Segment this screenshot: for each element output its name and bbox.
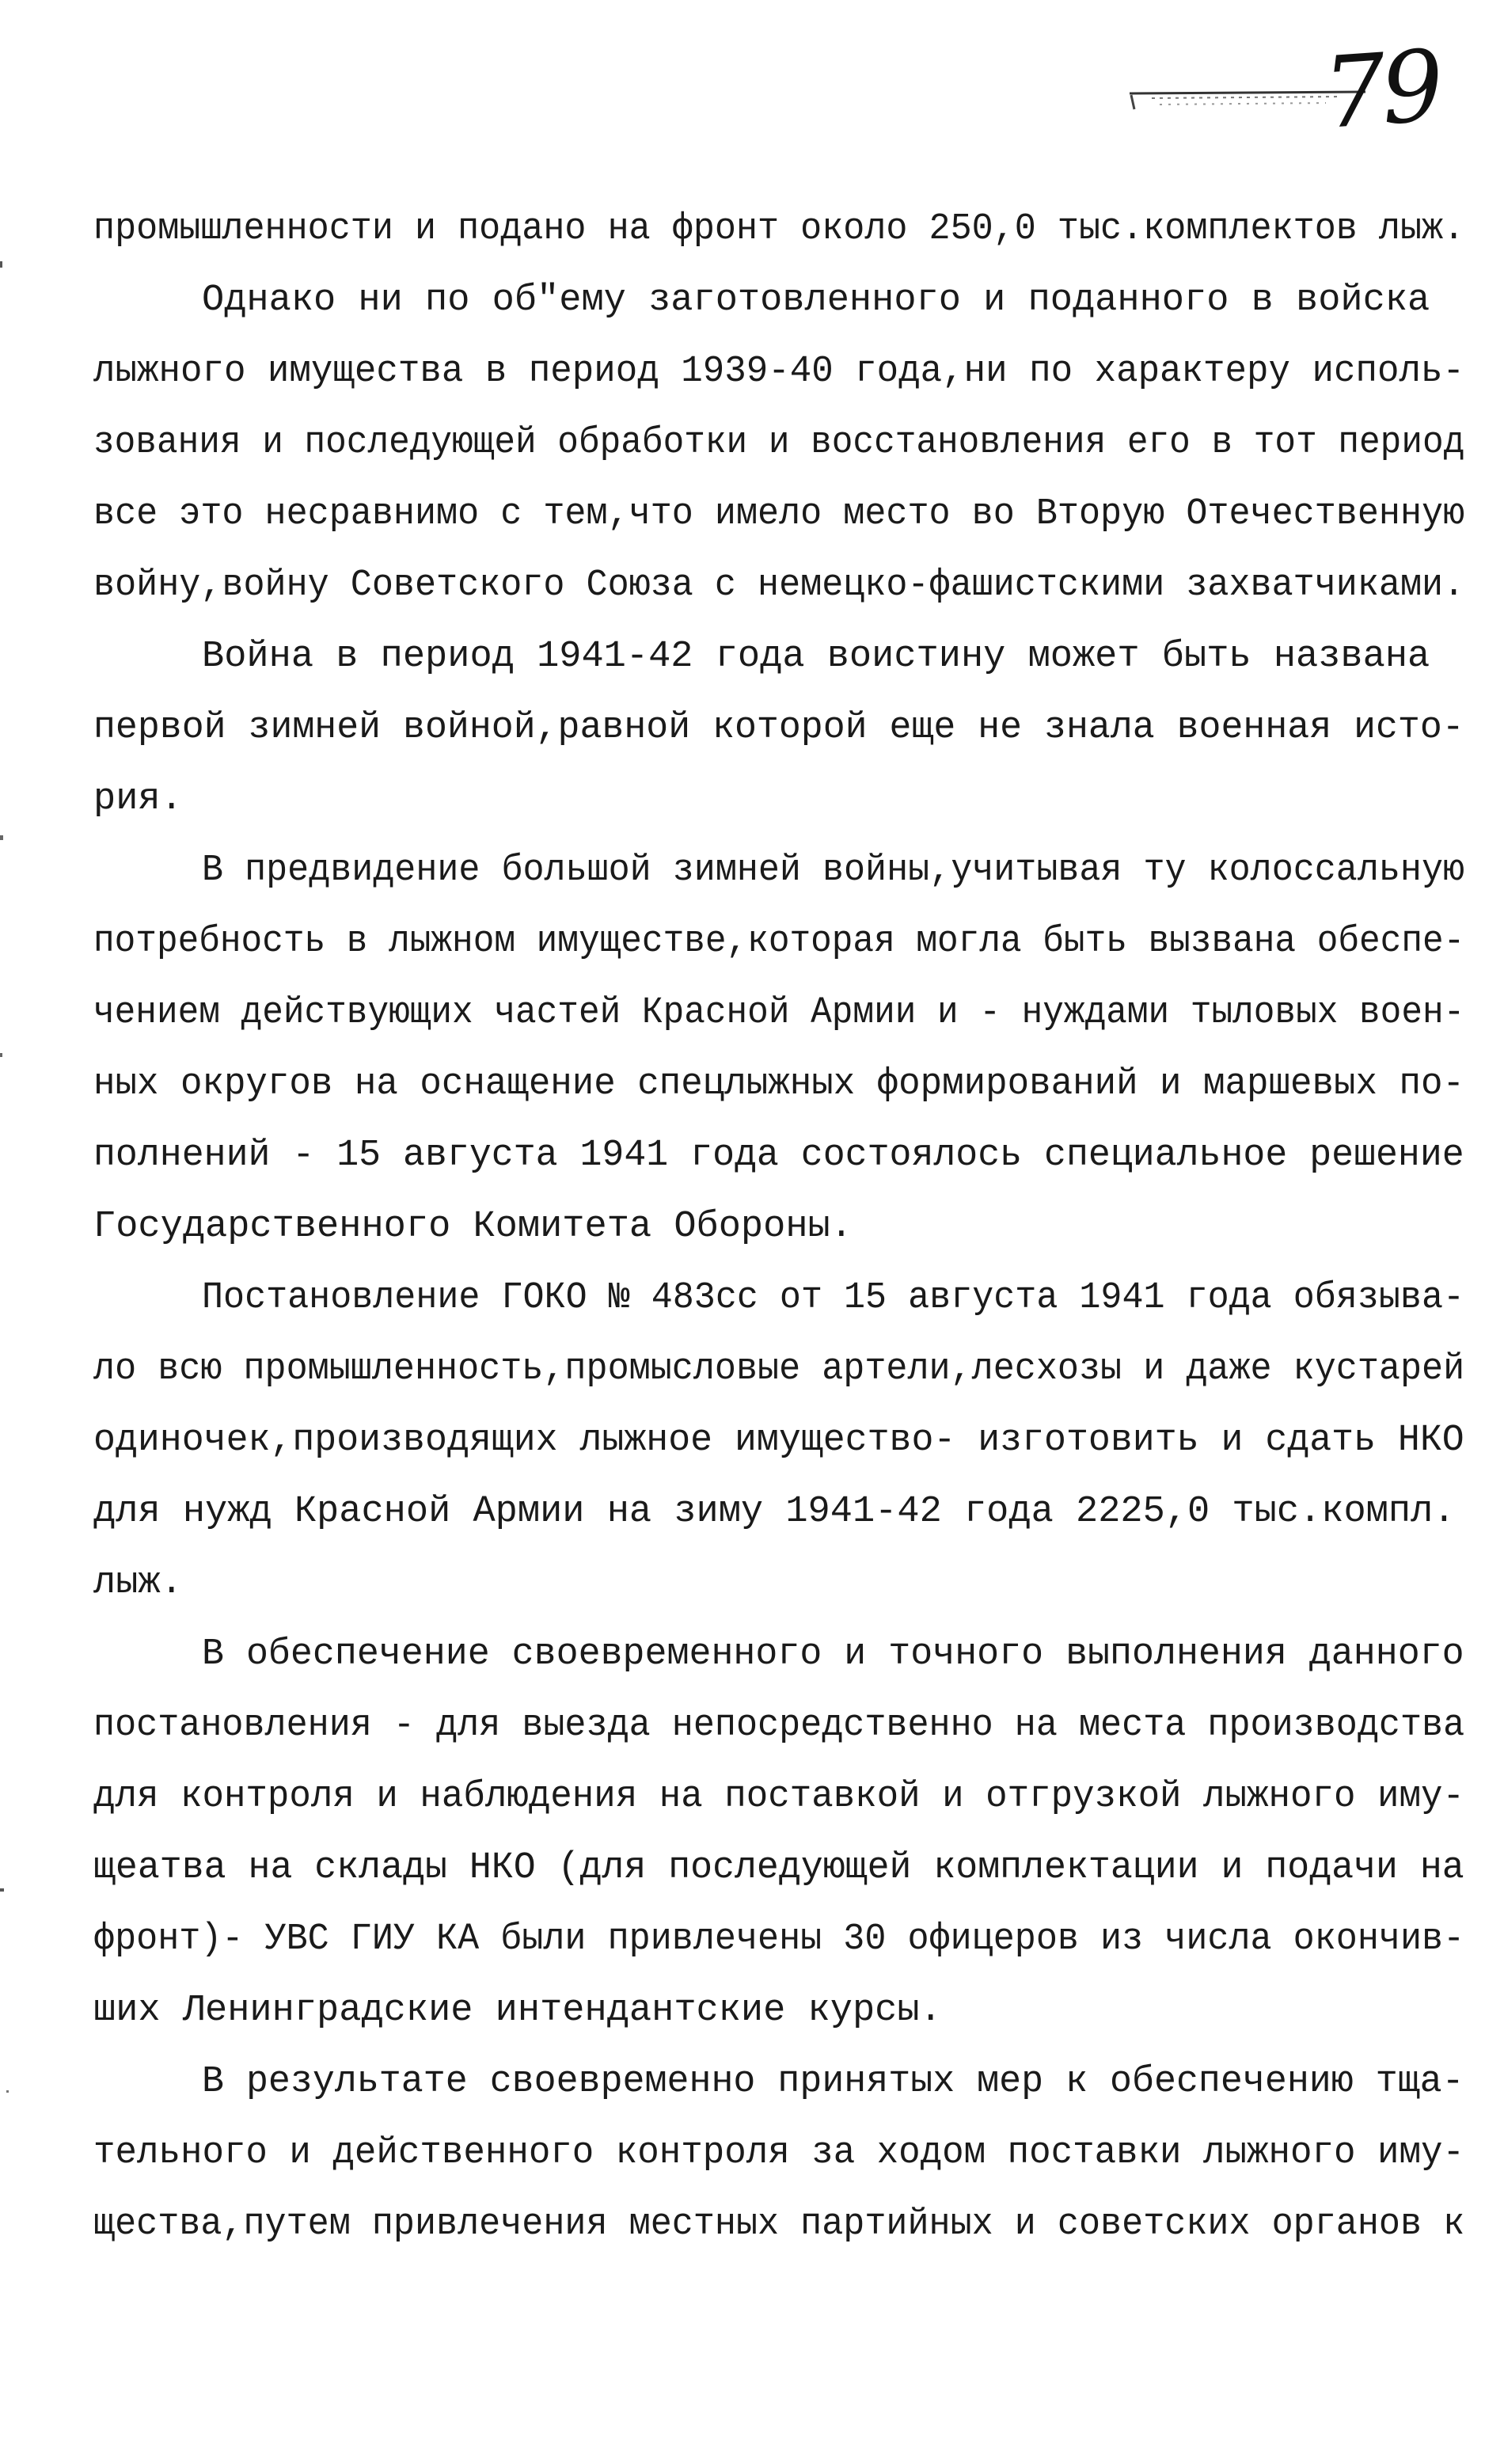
text-line: первой зимней войной,равной которой еще не знала военная исто- <box>93 707 1464 749</box>
text-line: В результате своевременно принятых мер к обеспечению тща- <box>202 2061 1464 2103</box>
text-line: чением действующих частей Красной Армии и - нуждами тыловых воен- <box>93 992 1465 1034</box>
text-line: рия. <box>93 778 183 820</box>
text-line: Постановление ГОКО № 483сс от 15 августа 1941 года обязыва- <box>202 1277 1465 1319</box>
text-line: потребность в лыжном имуществе,которая могла быть вызвана обеспе- <box>93 921 1465 963</box>
text-line: зования и последующей обработки и восстановления его в тот период <box>93 422 1465 464</box>
text-line: щества,путем привлечения местных партийных и советских органов к <box>93 2204 1465 2245</box>
text-line: Война в период 1941-42 года воистину может быть названа <box>202 636 1430 678</box>
folio-number: 79 <box>1320 29 1443 151</box>
scan-edge-marks <box>0 0 16 2460</box>
text-line: фронт)- УВС ГИУ КА были привлечены 30 офицеров из числа окончив- <box>93 1918 1465 1960</box>
text-line: лыж. <box>93 1562 183 1604</box>
text-line: одиночек,производящих лыжное имущество- изготовить и сдать НКО <box>93 1420 1464 1462</box>
text-line: тельного и действенного контроля за ходом поставки лыжного иму- <box>93 2132 1464 2174</box>
text-line: ных округов на оснащение спецлыжных формирований и маршевых по- <box>93 1063 1464 1105</box>
text-line: щеатва на склады НКО (для последующей комплектации и подачи на <box>93 1847 1464 1889</box>
text-line: все это несравнимо с тем,что имело место во Вторую Отечественную <box>93 493 1465 535</box>
text-line: ло всю промышленность,промысловые артели,лесхозы и даже кустарей <box>93 1348 1465 1390</box>
text-line: Государственного Комитета Обороны. <box>93 1206 853 1248</box>
text-line: ших Ленинградские интендантские курсы. <box>93 1990 942 2032</box>
text-line: лыжного имущества в период 1939-40 года,ни по характеру исполь- <box>93 351 1464 393</box>
text-line: промышленности и подано на фронт около 250,0 тыс.комплектов лыж. <box>93 208 1465 250</box>
text-line: В предвидение большой зимней войны,учитывая ту колоссальную <box>202 850 1465 892</box>
text-line: войну,войну Советского Союза с немецко-фашистскими захватчиками. <box>93 565 1465 606</box>
text-line: для контроля и наблюдения на поставкой и отгрузкой лыжного иму- <box>93 1776 1464 1818</box>
text-line: постановления - для выезда непосредственно на места производства <box>93 1705 1465 1747</box>
text-line: В обеспечение своевременного и точного выполнения данного <box>202 1633 1464 1675</box>
text-line: полнений - 15 августа 1941 года состоялось специальное решение <box>93 1135 1464 1177</box>
text-line: для нужд Красной Армии на зиму 1941-42 года 2225,0 тыс.компл. <box>93 1491 1456 1533</box>
text-line: Однако ни по об"ему заготовленного и поданного в войска <box>202 279 1430 321</box>
